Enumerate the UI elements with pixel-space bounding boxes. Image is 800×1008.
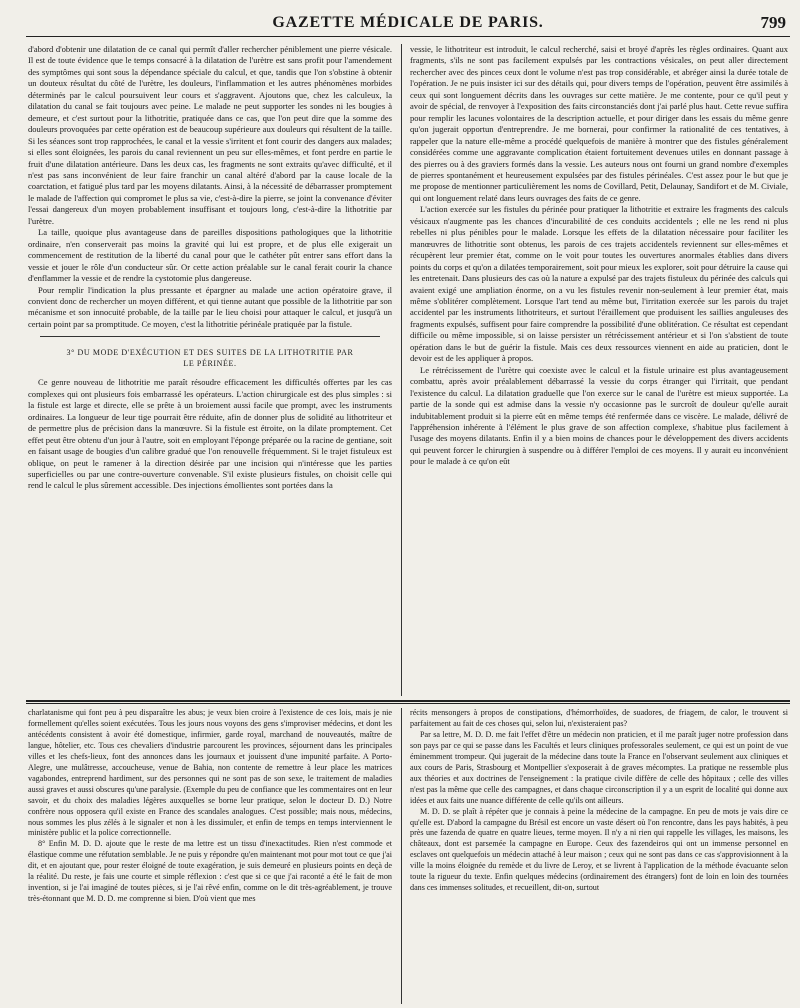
section-divider — [40, 336, 380, 337]
paragraph: Pour remplir l'indication la plus pressante et épargner au malade une action opératoire grave, il convient donc de rechercher un moyen différent, et qui tienne autant que possible de la lithotritie par son mécanisme et son innocuité probable, de la taille par le lieu choisi pour attaquer le calcul, et jusqu'à un certain point par sa promptitude. Ce moyen, c'est la lithotritie périnéale pratiquée par la fistule. — [28, 284, 392, 329]
paragraph: M. D. D. se plaît à répéter que je connais à peine la médecine de la campagne. En peu de mots je vais dire ce qu'elle est. D'abord la campagne du Brésil est encore un vaste désert où l'on rencontre, dans les pays habités, à peu près une fazenda de quatre en quatre lieues, terme moyen. Il n'y a ni rien qui rappelle les villages, les maisons, les châteaux, dont est parsemée la campagne en Europe. Ceux des fazendeiros qui ont un immense personnel en esclaves ont quelquefois un médecin attaché à leur maison ; ceux qui ne sont pas dans ce cas s'approvisionnent à la ville la moins éloignée du remède et du livre de Leroy, et se livrent à l'application de la méthode évacuante selon toute la rigueur du texte. Enfin quelques médecins (ordinairement des étrangers) font de loin en loin des tournées dans ces immenses solitudes, et recueillent, dit-on, surtout — [410, 806, 788, 893]
lower-right-column — [410, 708, 788, 1006]
section-heading-line: 3° DU MODE D'EXÉCUTION ET DES SUITES DE LA LITHOTRITIE PAR — [66, 348, 354, 358]
feuilleton-rule — [26, 700, 790, 702]
section-heading — [34, 347, 386, 369]
page-number: 799 — [760, 13, 786, 32]
paragraph: 8° Enfin M. D. D. ajoute que le reste de ma lettre est un tissu d'inexactitudes. Rien n'est commode et élastique comme une réfutation semblable. Je ne puis y répondre qu'en maintenant mot pour mot tout ce que j'ai dit, et en ajoutant que, pour rester éloigné de toute exagération, je suis demeuré en plusieurs points en deçà de la réalité. Du reste, je fais une courte et simple réflexion : c'est que si ce que j'ai raconté a été le fait de mon invention, si je l'ai imaginé de toutes pièces, si je l'ai rêvé enfin, comme on le dit très-agréablement, je trouve très-étonnant que M. D. D. me comprenne si bien. D'où vient que mes — [28, 839, 392, 904]
paragraph: vessie, le lithotriteur est introduit, le calcul recherché, saisi et broyé d'après les règles ordinaires. Quant aux fragments, s'ils ne sont pas facilement expulsés par les contractions vésicales, on peut aller directement rechercher avec des pinces ceux dont le volume n'est pas trop considérable, et abréger ainsi la durée totale de l'opération. Je ne puis insister ici sur des détails qui, pour divers temps de l'opération, peuvent être assimilés à ceux qui sont longuement décrits dans les ouvrages sur cette matière. Je me contente, pour ce qu'il peut y avoir de spécial, de renvoyer à l'exposition des faits circonstanciés dont j'ai parlé plus haut. Cette revue suffira pour remplir les lacunes volontaires de la description actuelle, et pour diriger dans les essais du même genre qu'on jugerait opportun d'entreprendre. Je me bornerai, pour confirmer la rationalité de ces tentatives, à rappeler que la nature elle-même a procédé quelquefois de manière à montrer que des fistules généralement considérées comme une aggravante complication étaient fortuitement devenues utiles en donnant passage à des pierres ou à des graviers formés dans la vessie. Les auteurs nous ont fourni un grand nombre d'exemples de pierres spontanément et heureusement expulsées par des fistules périnéales. C'est assez pour le but que je me propose de mentionner particulièrement les noms de Covillard, Petit, Delaunay, Sandifort et de M. Civiale, qui ont longuement relaté dans leurs ouvrages des faits de ce genre. — [410, 44, 788, 203]
masthead — [26, 12, 790, 37]
newspaper-page — [26, 0, 790, 1008]
column-rule — [401, 44, 402, 696]
column-rule — [401, 708, 402, 1004]
paragraph: Le rétrécissement de l'urètre qui coexiste avec le calcul et la fistule urinaire est plus avantageusement combattu, après avoir préalablement débarrassé la vessie du corps étranger qui l'irritait, que pendant l'existence du calcul. La dilatation graduelle que l'on exerce sur le canal de l'urètre est mieux supportée. La partie de la sonde qui est admise dans la vessie n'y occasionne pas le surcroît de douleur qu'elle aurait indubitablement produit si la pierre eût en même temps été renfermée dans ce viscère. Le malade, délivré de l'appréhension inhérente à l'élément le plus grave de son affection complexe, s'habitue plus facilement à l'usage des moyens dilatants. Enfin il y a bien moins de chances pour le développement des divers accidents qui peuvent forcer le chirurgien à suspendre ou à différer l'emploi de ces moyens. Il y aurait eu inconvénient pour le malade à ce qu'on eût — [410, 364, 788, 467]
paragraph: Par sa lettre, M. D. D. me fait l'effet d'être un médecin non praticien, et il me paraît juger notre profession dans son pays par ce qui se passe dans les Facultés et leurs cliniques professorales seulement, ce qui est un point de vue éminemment trompeur. Qui jugerait de la médecine dans toute la France en l'observant seulement aux cliniques et aux cours de Paris, Strasbourg et Montpellier s'exposerait à de graves mécomptes. La pratique ne ressemble plus aux théories et aux doctrines de l'enseignement : la pratique civile diffère de celle des hôpitaux ; celle des villes n'est pas la même que celle des campagnes, et dans chaque circonscription il y a un esprit de localité qui donne aux idées et aux faits une nuance différente de celle qu'ils ont ailleurs. — [410, 729, 788, 805]
paragraph: Ce genre nouveau de lithotritie me paraît résoudre efficacement les difficultés offertes par les cas complexes qui ont plusieurs fois embarrassé les opérateurs. L'action chirurgicale est des plus simples : si la fistule est large et directe, elle se prête à un broiement aussi facile que prompt, avec les instruments ordinaires. La longueur de leur tige pourrait être réduite, afin de donner plus de solidité au lithotriteur et de permettre plus de précision dans la manœuvre. Si la fistule est étroite, on la dilate promptement. Cet effet peut être obtenu d'un jour à l'autre, soit en employant l'éponge préparée ou la racine de gentiane, soit en faisant usage de bougies d'un calibre gradué que l'on renouvelle fréquemment. Si le trajet fistuleux est oblique, on peut le ramener à la direction désirée par une incision qui n'intéresse que les parties superficielles ou par une contre-ouverture convenable. S'il existe plusieurs fistules, on choisit celle qui rend le calcul le plus sûrement accessible. Des injections émollientes sont portées dans la — [28, 377, 392, 491]
feuilleton-rule — [26, 703, 790, 704]
journal-title: GAZETTE MÉDICALE DE PARIS. — [272, 14, 544, 31]
paragraph: charlatanisme qui font peu à peu disparaître les abus; je veux bien croire à l'existence de ces lois, mais je nie formellement qu'elles soient exécutées. Tous les jours nous voyons des gens s'improviser médecins, et dont les antécédents consistent à avoir été domestique, infirmier, garde royal, marchand de nouveautés, maître de langue, hôtelier, etc. Tous ces chevaliers d'industrie parcourent les provinces, séjournent dans les principales villes et les chefs-lieux, font des annonces dans les journaux et jouissent d'une impunité parfaite. A Porto-Alegre, une mulâtresse, accoucheuse, venue de Bahia, non contente de remettre à leur place les matrices vagabondes, entreprend hardiment, sur des personnes qui ne sont pas de son sexe, le traitement de maladies aussi graves et aussi obscures qu'une paralysie. (Exemple du peu de confiance que les commentaires ont en leur savoir, et du choix des maladies légères auxquelles se borne leur pratique, selon le docteur D. D.) Notre confrère nous opposera qu'il existe en France des scandales analogues. C'est possible; mais nous, médecins, nous sommes les plus zélés à le signaler et non à les dissimuler, et enfin de temps en temps interviennent le ministère public et la police correctionnelle. — [28, 708, 392, 838]
lower-left-column — [28, 708, 392, 1006]
upper-right-column — [410, 44, 788, 696]
paragraph: récits mensongers à propos de constipations, d'hémorrhoïdes, de suadores, de friagem, de calor, le trouvent si parfaitement au fait de ces choses qui, selon lui, n'existeraient pas? — [410, 708, 788, 728]
paragraph: La taille, quoique plus avantageuse dans de pareilles dispositions pathologiques que la lithotritie ordinaire, n'en conserverait pas moins la gravité qui lui est propre, et de plus elle exigerait un commencement de restitution de la liberté du canal pour que le cathéter pût entrer sans effort dans la vessie et jouer le rôle d'un conducteur sûr. Or cette action préalable sur le canal ferait courir la chance d'enflammer la vessie et de rendre la cystotomie plus dangereuse. — [28, 227, 392, 284]
section-heading-line: LE PÉRINÉE. — [183, 359, 237, 369]
paragraph: L'action exercée sur les fistules du périnée pour pratiquer la lithotritie et extraire les fragments des calculs vésicaux n'augmente pas les chances d'incurabilité de ces conduits accidentels ; elle ne les rend ni plus rebelles ni plus pénibles pour le malade. Lorsque les effets de la dilatation nécessaire pour faciliter les manœuvres de lithotritie sont obtenus, les parois de ces trajets accidentels reviennent sur elles-mêmes et récupèrent leur premier état, comme on le voit pour toutes les ouvertures anormales établies dans divers points du corps et qu'on a dilatées temporairement, soit pour mieux les explorer, soit pour détruire la cause qui les entretenait. Dans plusieurs des cas où la nature a expulsé par des trajets fistuleux du périnée des calculs qui avaient exigé une ampliation énorme, on a vu les fistules revenir non-seulement à leur premier état, mais même s'oblitérer complètement. Lorsque l'art tend au même but, l'irritation exercée sur les parois du trajet accidentel par les instruments lithotriteurs, et surtout l'éraillement que produisent les saillies anguleuses des fragments expulsés, suffisent pour faire comprendre la possibilité d'une oblitération. Ce résultat est cependant difficile ou même impossible, si on laisse persister un rétrécissement antérieur et si l'on s'abstient de toute opération dans le but de guérir la fistule. Mais ces deux ressources viennent en aide au praticien, dont le devoir est de les appliquer à propos. — [410, 204, 788, 364]
upper-left-column — [28, 44, 392, 696]
paragraph: d'abord d'obtenir une dilatation de ce canal qui permît d'aller rechercher péniblement une pierre vésicale. Il est de toute évidence que le temps consacré à la dilatation de l'urètre est sans profit pour l'amendement des symptômes qui sont sous la dépendance spéciale du calcul, et que, tandis que l'on s'obstine à obtenir un douteux résultat du côté de l'urètre, les douleurs, l'inflammation et les autres phénomènes morbides déterminés par le calcul poursuivent leur cours et s'aggravent. Ajoutons que, chez les calculeux, la dilatation du canal se fait toujours avec peine. Le malade ne peut supporter les sondes ni les bougies à demeure, et c'est surtout pour la lithotritie, pratiquée dans ce cas, que l'on peut dire que la somme des douleurs provoquées par cette opération est de beaucoup supérieure aux douleurs qui résultent de la taille. Si les séances sont trop rapprochées, le canal et la vessie s'irritent et font courir des dangers aux malades; si elles sont éloignées, les parois du canal reviennent un peu sur elles-mêmes, et font perdre en partie le fruit d'une dilatation antérieure. Dans les deux cas, les fragments ne sont extraits qu'avec difficulté, et il n'est pas sans inconvénient de leur faire franchir un canal altéré d'abord par la cause locale de la coarctation, et fatigué plus tard par les moyens dilatants. Ainsi, à la nécessité de débarrasser promptement le malade de l'affection qui compromet le plus sa vie, c'est-à-dire la pierre, se joint la convenance d'éviter l'essai dangereux d'un moyen probablement insuffisant et toujours long, c'est-à-dire la lithotritie par l'urètre. — [28, 44, 392, 226]
